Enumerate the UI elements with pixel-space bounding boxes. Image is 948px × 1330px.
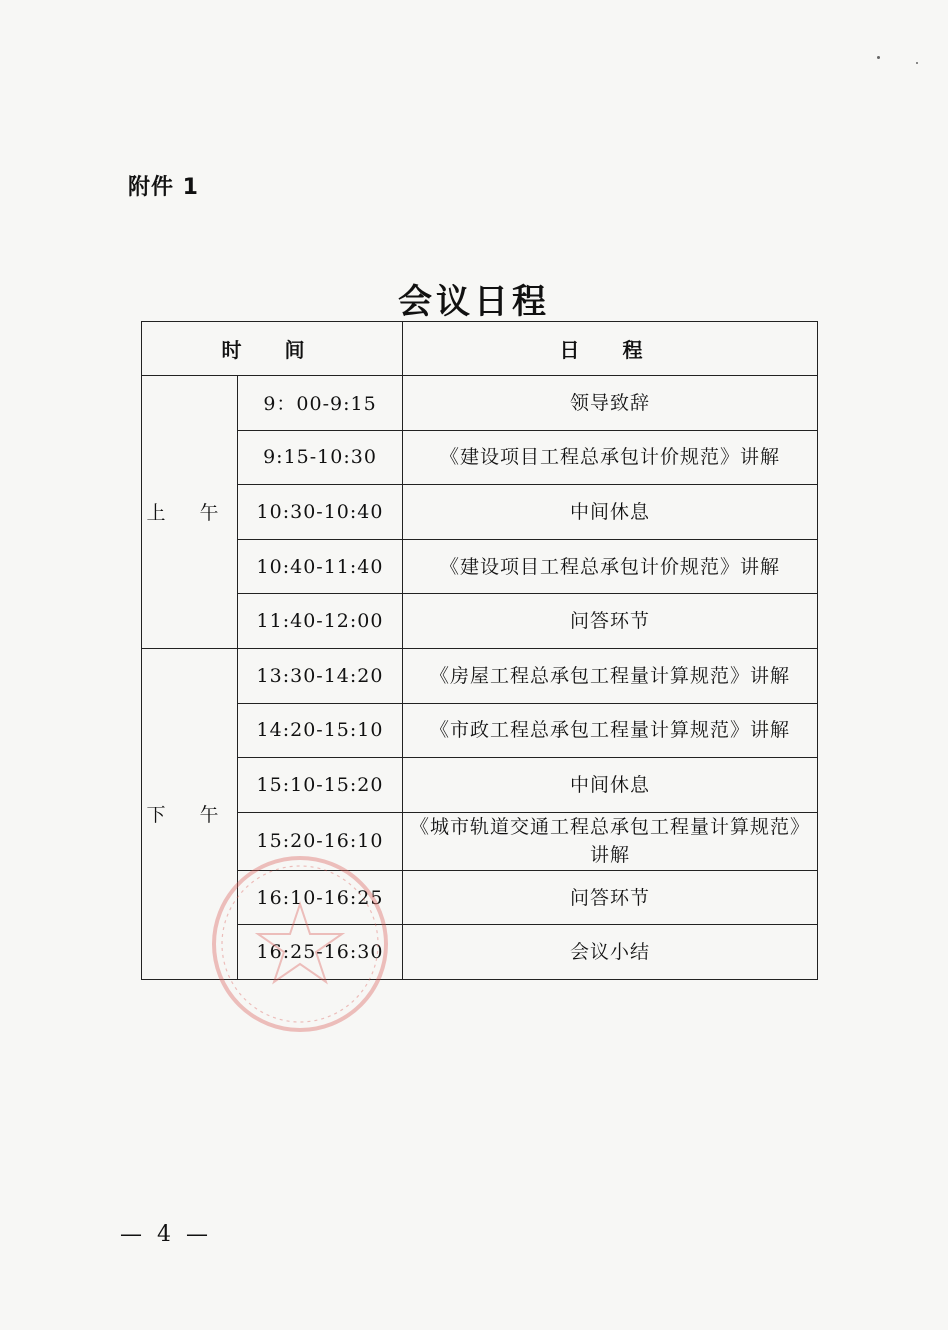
agenda-cell: 《城市轨道交通工程总承包工程量计算规范》讲解 xyxy=(403,812,818,870)
table-row xyxy=(142,925,818,980)
period-afternoon: 下 午 xyxy=(142,648,238,979)
table-row xyxy=(142,430,818,485)
table-row xyxy=(142,539,818,594)
period-morning: 上 午 xyxy=(142,376,238,649)
agenda-cell: 中间休息 xyxy=(403,758,818,813)
agenda-cell: 中间休息 xyxy=(403,485,818,540)
page-number: — 4 — xyxy=(120,1222,212,1247)
scan-speck xyxy=(877,56,880,59)
table-row xyxy=(142,594,818,649)
agenda-cell: 《房屋工程总承包工程量计算规范》讲解 xyxy=(403,648,818,703)
table-row xyxy=(142,485,818,540)
header-schedule: 日 程 xyxy=(403,322,818,376)
table-row xyxy=(142,758,818,813)
agenda-cell: 问答环节 xyxy=(403,594,818,649)
agenda-cell: 领导致辞 xyxy=(403,376,818,431)
time-cell: 9：00-9:15 xyxy=(238,376,403,431)
agenda-cell: 会议小结 xyxy=(403,925,818,980)
scan-speck xyxy=(916,62,918,64)
table-header-row xyxy=(142,322,818,376)
table-row xyxy=(142,812,818,870)
agenda-cell: 问答环节 xyxy=(403,870,818,925)
table-row xyxy=(142,870,818,925)
table-row xyxy=(142,703,818,758)
time-cell: 16:25-16:30 xyxy=(238,925,403,980)
schedule-table xyxy=(141,321,818,980)
table-row xyxy=(142,648,818,703)
time-cell: 11:40-12:00 xyxy=(238,594,403,649)
time-cell: 9:15-10:30 xyxy=(238,430,403,485)
attachment-label: 附件 1 xyxy=(128,175,199,200)
time-cell: 15:10-15:20 xyxy=(238,758,403,813)
agenda-cell: 《建设项目工程总承包计价规范》讲解 xyxy=(403,430,818,485)
time-cell: 10:40-11:40 xyxy=(238,539,403,594)
time-cell: 15:20-16:10 xyxy=(238,812,403,870)
table-row xyxy=(142,376,818,431)
time-cell: 14:20-15:10 xyxy=(238,703,403,758)
agenda-cell: 《市政工程总承包工程量计算规范》讲解 xyxy=(403,703,818,758)
agenda-cell: 《建设项目工程总承包计价规范》讲解 xyxy=(403,539,818,594)
time-cell: 16:10-16:25 xyxy=(238,870,403,925)
page-title: 会议日程 xyxy=(398,282,550,322)
time-cell: 13:30-14:20 xyxy=(238,648,403,703)
header-time: 时 间 xyxy=(142,322,403,376)
time-cell: 10:30-10:40 xyxy=(238,485,403,540)
